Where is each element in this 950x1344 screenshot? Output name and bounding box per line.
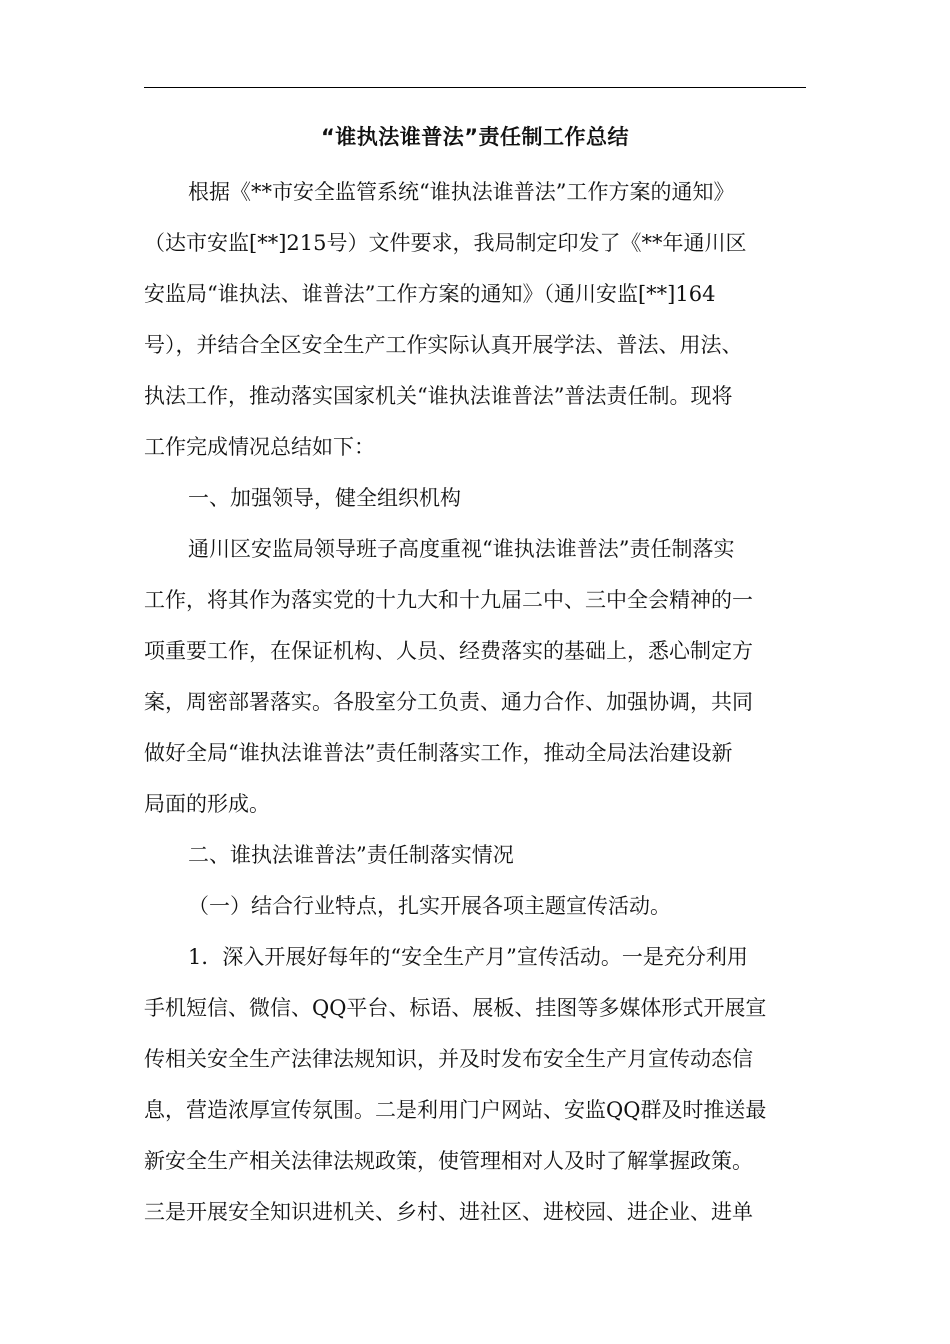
text-line: 项重要工作，在保证机构、人员、经费落实的基础上，悉心制定方 <box>144 639 753 663</box>
text-line: 新安全生产相关法律法规政策，使管理相对人及时了解掌握政策。 <box>144 1149 753 1173</box>
heading-line: （一）结合行业特点，扎实开展各项主题宣传活动。 <box>188 894 671 918</box>
header-rule <box>144 87 806 88</box>
paragraph-intro <box>144 167 806 473</box>
text-line: 1．深入开展好每年的“安全生产月”宣传活动。一是充分利用 <box>188 945 748 969</box>
text-line: 传相关安全生产法律法规知识，并及时发布安全生产月宣传动态信 <box>144 1047 753 1071</box>
subsection-heading-1 <box>144 881 806 932</box>
text-line: 做好全局“谁执法谁普法”责任制落实工作，推动全局法治建设新 <box>144 741 733 765</box>
text-line: 号），并结合全区安全生产工作实际认真开展学法、普法、用法、 <box>144 333 743 357</box>
text-line: 执法工作，推动落实国家机关“谁执法谁普法”普法责任制。现将 <box>144 384 733 408</box>
text-line: 工作完成情况总结如下： <box>144 435 375 459</box>
paragraph-leadership <box>144 524 806 830</box>
text-line: 安监局“谁执法、谁普法”工作方案的通知》（通川安监[**]164 <box>144 282 716 306</box>
heading-line: 二、谁执法谁普法”责任制落实情况 <box>188 843 514 867</box>
text-line: 三是开展安全知识进机关、乡村、进社区、进校园、进企业、进单 <box>144 1200 753 1224</box>
text-line: 息，营造浓厚宣传氛围。二是利用门户网站、安监QQ群及时推送最 <box>144 1098 767 1122</box>
document-title: “谁执法谁普法”责任制工作总结 <box>320 125 630 149</box>
section-heading-2 <box>144 830 806 881</box>
paragraph-safety-month <box>144 932 806 1238</box>
document-body <box>144 167 806 1238</box>
text-line: 手机短信、微信、QQ平台、标语、展板、挂图等多媒体形式开展宣 <box>144 996 767 1020</box>
text-line: 案，周密部署落实。各股室分工负责、通力合作、加强协调，共同 <box>144 690 753 714</box>
text-line: （达市安监[**]215号）文件要求，我局制定印发了《**年通川区 <box>144 231 747 255</box>
text-line: 工作，将其作为落实党的十九大和十九届二中、三中全会精神的一 <box>144 588 753 612</box>
text-line: 通川区安监局领导班子高度重视“谁执法谁普法”责任制落实 <box>188 537 735 561</box>
section-heading-1 <box>144 473 806 524</box>
heading-line: 一、加强领导，健全组织机构 <box>188 486 461 510</box>
text-line: 局面的形成。 <box>144 792 270 816</box>
text-line: 根据《**市安全监管系统“谁执法谁普法”工作方案的通知》 <box>188 180 735 204</box>
